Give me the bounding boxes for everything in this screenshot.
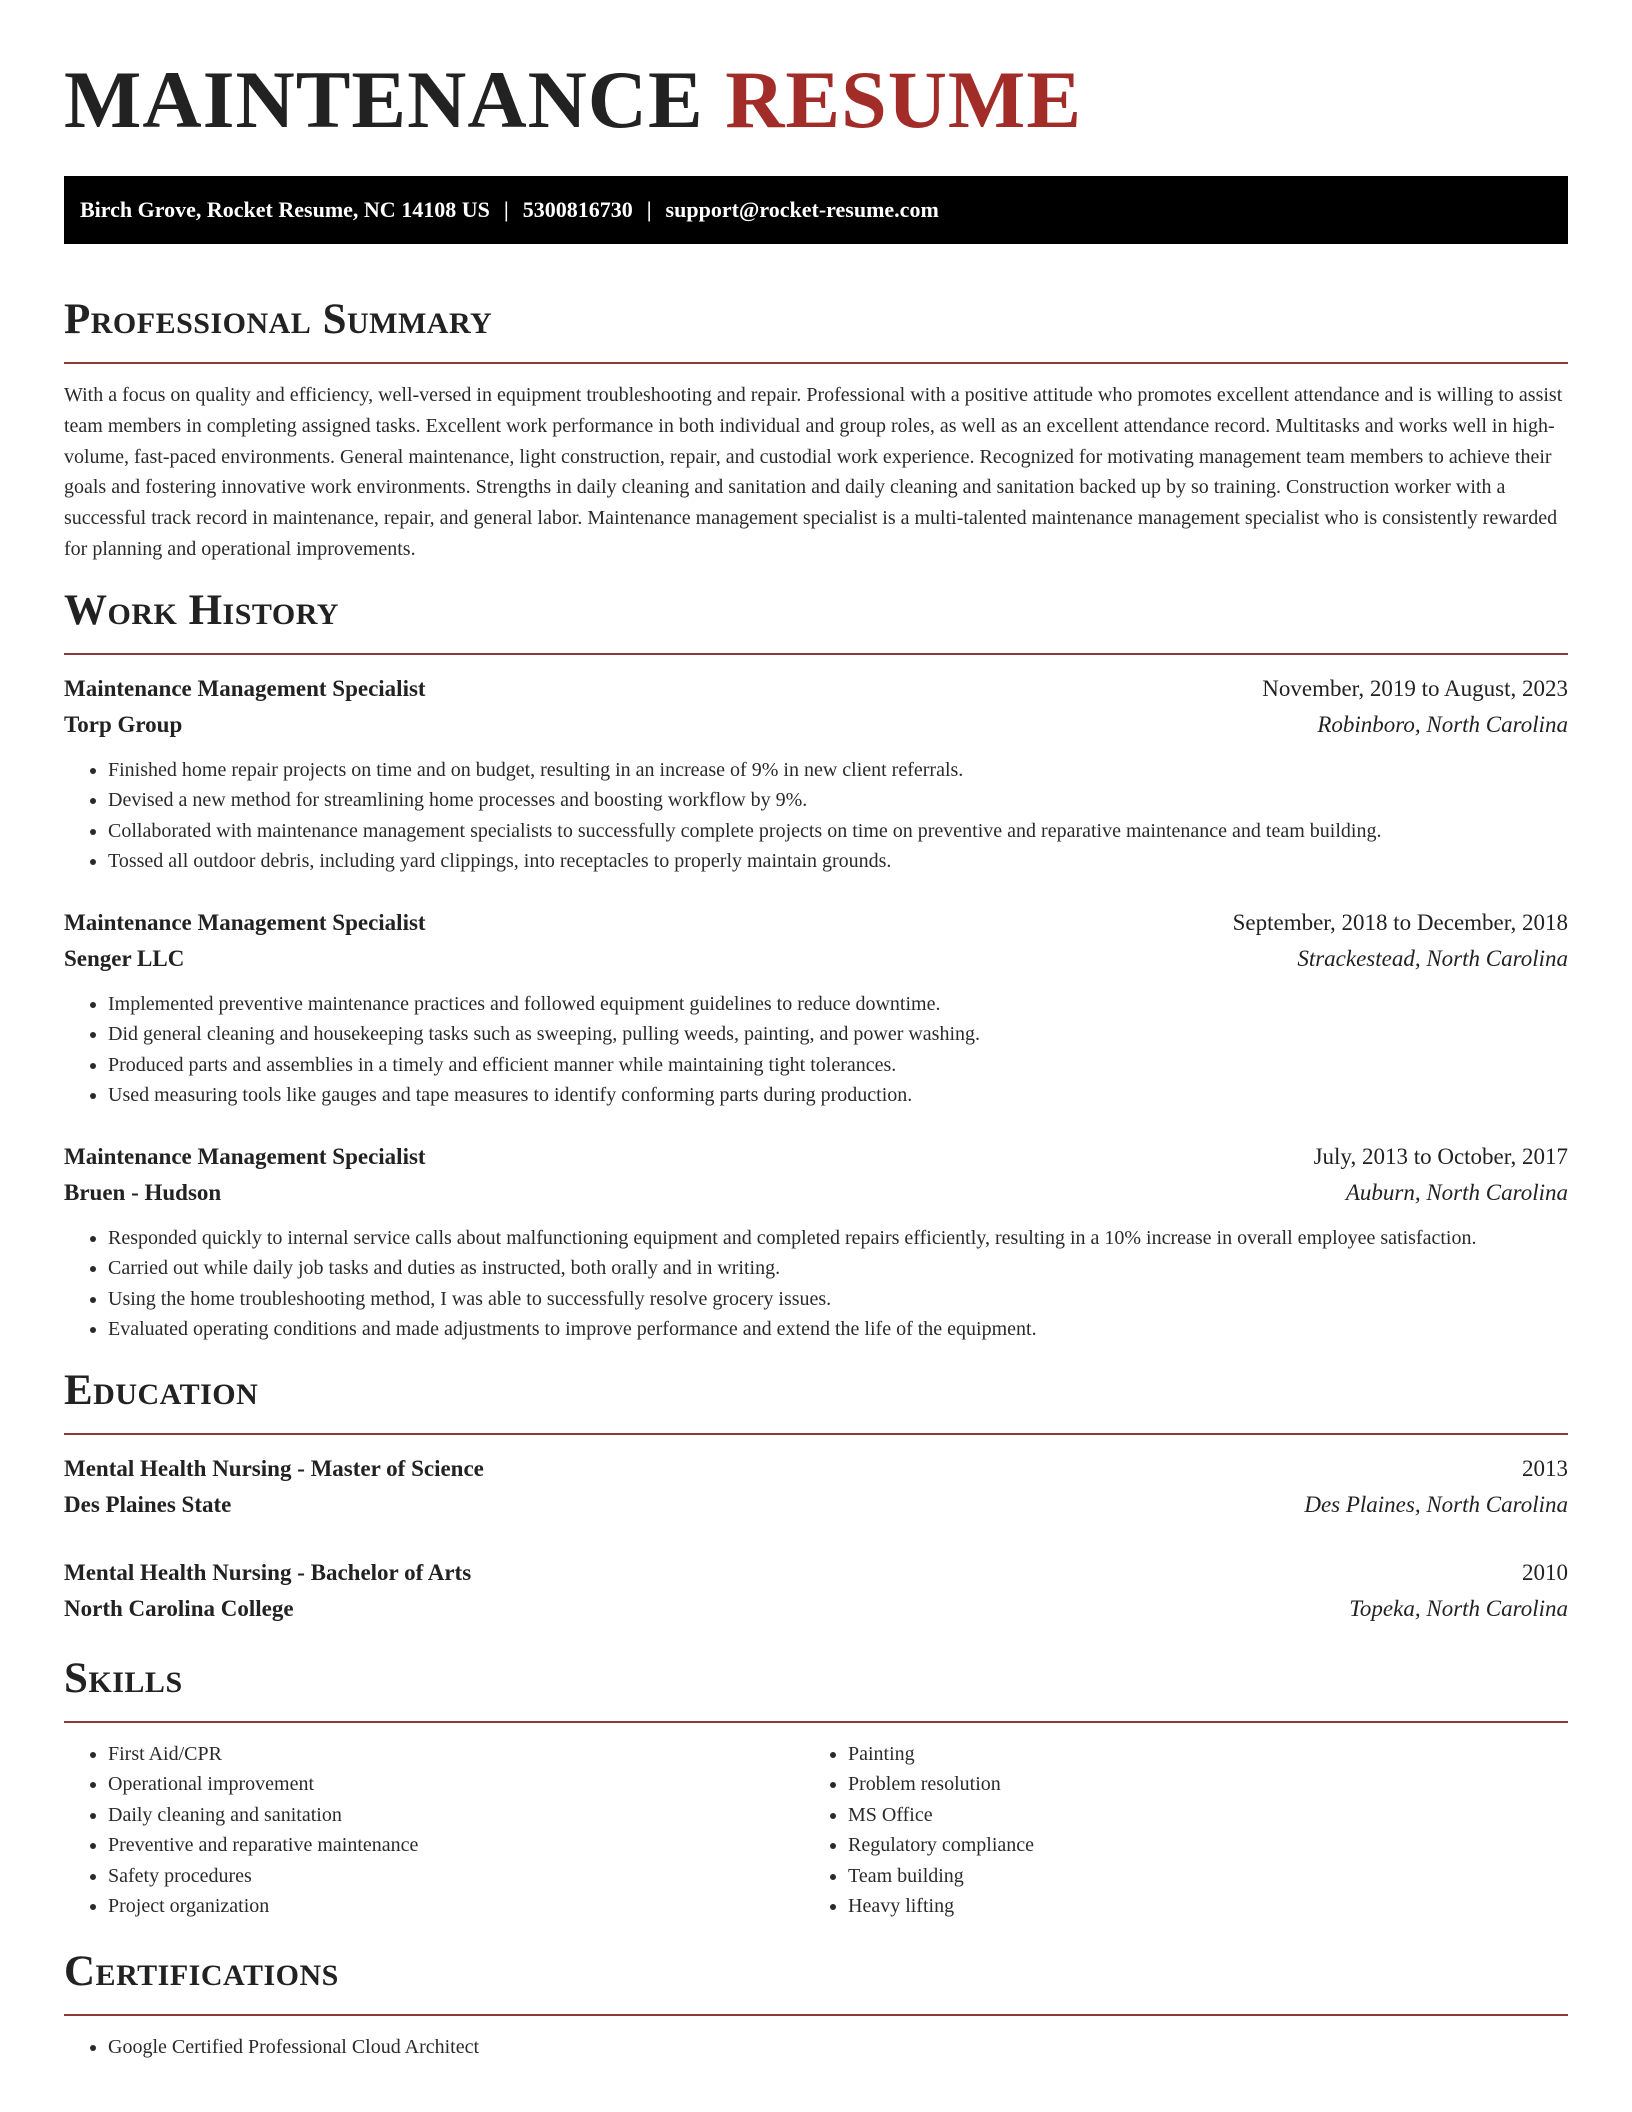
degree-year: 2010 — [1522, 1559, 1568, 1585]
job-bullet: • Evaluated operating conditions and made adjustments to improve performance and extend the life of the equipment. — [108, 1314, 1478, 1345]
job-bullets — [64, 1223, 1568, 1345]
job-location: Strackestead, North Carolina — [1297, 945, 1568, 971]
certification-item: • Google Certified Professional Cloud Architect — [108, 2032, 1568, 2063]
skill-item: • Project organization — [108, 1891, 804, 1922]
job-title-row — [64, 905, 1568, 941]
job-company-row — [64, 707, 1568, 743]
skills-list-right — [804, 1739, 1544, 1922]
job-bullet: • Devised a new method for streamlining home processes and boosting workflow by 9%. — [108, 785, 1568, 816]
skills-grid — [64, 1739, 1568, 1922]
job-bullet: • Produced parts and assemblies in a timely and efficient manner while maintaining tight tolerances. — [108, 1050, 1568, 1081]
skill-item: • Regulatory compliance — [848, 1830, 1544, 1861]
job-dates: September, 2018 to December, 2018 — [1232, 909, 1568, 935]
work-history-heading: Work History — [64, 586, 339, 634]
section-divider — [64, 653, 1568, 655]
school-name: North Carolina College — [64, 1595, 294, 1621]
job-company-row — [64, 941, 1568, 977]
section-divider — [64, 1433, 1568, 1435]
summary-heading: Professional Summary — [64, 296, 493, 343]
certifications-heading: Certifications — [64, 1947, 339, 1995]
contact-separator: | — [646, 197, 652, 222]
education-section — [64, 1365, 1568, 1627]
education-entry — [64, 1451, 1568, 1523]
job-bullet: • Using the home troubleshooting method, I was able to successfully resolve grocery issues. — [108, 1284, 1478, 1315]
skill-item: • Problem resolution — [848, 1769, 1544, 1800]
contact-phone[interactable]: 5300816730 — [522, 197, 633, 222]
job-bullet: • Responded quickly to internal service calls about malfunctioning equipment and completed repairs efficiently, resulting in a 10% increase in overall employee satisfaction. — [108, 1223, 1478, 1254]
job-entry — [64, 671, 1568, 877]
education-entry — [64, 1555, 1568, 1627]
skills-list-left — [64, 1739, 804, 1922]
skill-item: • MS Office — [848, 1800, 1544, 1831]
job-dates: July, 2013 to October, 2017 — [1313, 1143, 1568, 1169]
contact-separator: | — [503, 197, 509, 222]
title-main: MAINTENANCE — [64, 54, 704, 145]
job-company: Bruen - Hudson — [64, 1179, 222, 1205]
job-location: Robinboro, North Carolina — [1317, 711, 1568, 737]
certifications-section — [64, 1946, 1568, 2063]
degree-name: Mental Health Nursing - Master of Science — [64, 1455, 484, 1481]
degree-row — [64, 1451, 1568, 1487]
resume-title — [64, 0, 1568, 145]
degree-row — [64, 1555, 1568, 1591]
school-row — [64, 1591, 1568, 1627]
school-row — [64, 1487, 1568, 1523]
resume-page — [64, 0, 1568, 2062]
skill-item: • Operational improvement — [108, 1769, 804, 1800]
job-bullet: • Collaborated with maintenance management specialists to successfully complete projects on time on preventive and reparative maintenance and team building. — [108, 816, 1568, 847]
job-location: Auburn, North Carolina — [1345, 1179, 1568, 1205]
school-location: Des Plaines, North Carolina — [1304, 1491, 1568, 1517]
section-divider — [64, 2014, 1568, 2016]
school-location: Topeka, North Carolina — [1349, 1595, 1568, 1621]
job-bullets — [64, 989, 1568, 1111]
skill-item: • Safety procedures — [108, 1861, 804, 1892]
skill-item: • Painting — [848, 1739, 1544, 1770]
school-name: Des Plaines State — [64, 1491, 232, 1517]
skill-item: • Preventive and reparative maintenance — [108, 1830, 804, 1861]
skill-item: • Daily cleaning and sanitation — [108, 1800, 804, 1831]
job-bullets — [64, 755, 1568, 877]
contact-email[interactable]: support@rocket-resume.com — [665, 197, 939, 222]
job-bullet: • Finished home repair projects on time and on budget, resulting in an increase of 9% in new client referrals. — [108, 755, 1568, 786]
section-divider — [64, 362, 1568, 364]
section-divider — [64, 1721, 1568, 1723]
job-entry — [64, 1139, 1568, 1345]
job-bullet: • Implemented preventive maintenance practices and followed equipment guidelines to reduce downtime. — [108, 989, 1568, 1020]
degree-year: 2013 — [1522, 1455, 1568, 1481]
contact-bar — [64, 176, 1568, 244]
job-title: Maintenance Management Specialist — [64, 909, 426, 935]
certifications-list — [64, 2032, 1568, 2063]
work-history-section — [64, 585, 1568, 1345]
job-bullet: • Carried out while daily job tasks and duties as instructed, both orally and in writing. — [108, 1253, 1478, 1284]
skill-item: • First Aid/CPR — [108, 1739, 804, 1770]
job-title: Maintenance Management Specialist — [64, 1143, 426, 1169]
summary-section — [64, 294, 1568, 565]
job-title: Maintenance Management Specialist — [64, 675, 426, 701]
job-company: Senger LLC — [64, 945, 185, 971]
degree-name: Mental Health Nursing - Bachelor of Arts — [64, 1559, 472, 1585]
skills-section — [64, 1653, 1568, 1922]
job-title-row — [64, 1139, 1568, 1175]
skill-item: • Team building — [848, 1861, 1544, 1892]
job-bullet: • Used measuring tools like gauges and tape measures to identify conforming parts during production. — [108, 1080, 1568, 1111]
education-heading: Education — [64, 1366, 259, 1414]
summary-text: With a focus on quality and efficiency, well-versed in equipment troubleshooting and repair. Professional with a positive attitude who promotes excellent attendance and is willing to assist team members in completing assigned tasks. Excellent work performance in both individual and group roles, as well as an excellent attendance record. Multitasks and works well in high-volume, fast-paced environments. General maintenance, light construction, repair, and custodial work experience. Recognized for motivating management team members to achieve their goals and fostering innovative work environments. Strengths in daily cleaning and sanitation and daily cleaning and sanitation backed up by so training. Construction worker with a successful track record in maintenance, repair, and general labor. Maintenance management specialist is a multi-talented maintenance management specialist who is consistently rewarded for planning and operational improvements. — [64, 384, 1563, 560]
job-company-row — [64, 1175, 1568, 1211]
job-title-row — [64, 671, 1568, 707]
skill-item: • Heavy lifting — [848, 1891, 1544, 1922]
job-bullet: • Did general cleaning and housekeeping tasks such as sweeping, pulling weeds, painting, and power washing. — [108, 1019, 1568, 1050]
skills-heading: Skills — [64, 1654, 183, 1702]
job-entry — [64, 905, 1568, 1111]
contact-address: Birch Grove, Rocket Resume, NC 14108 US — [80, 197, 490, 222]
title-accent: RESUME — [725, 54, 1083, 145]
job-company: Torp Group — [64, 711, 183, 737]
job-dates: November, 2019 to August, 2023 — [1262, 675, 1568, 701]
job-bullet: • Tossed all outdoor debris, including yard clippings, into receptacles to properly maintain grounds. — [108, 846, 1568, 877]
